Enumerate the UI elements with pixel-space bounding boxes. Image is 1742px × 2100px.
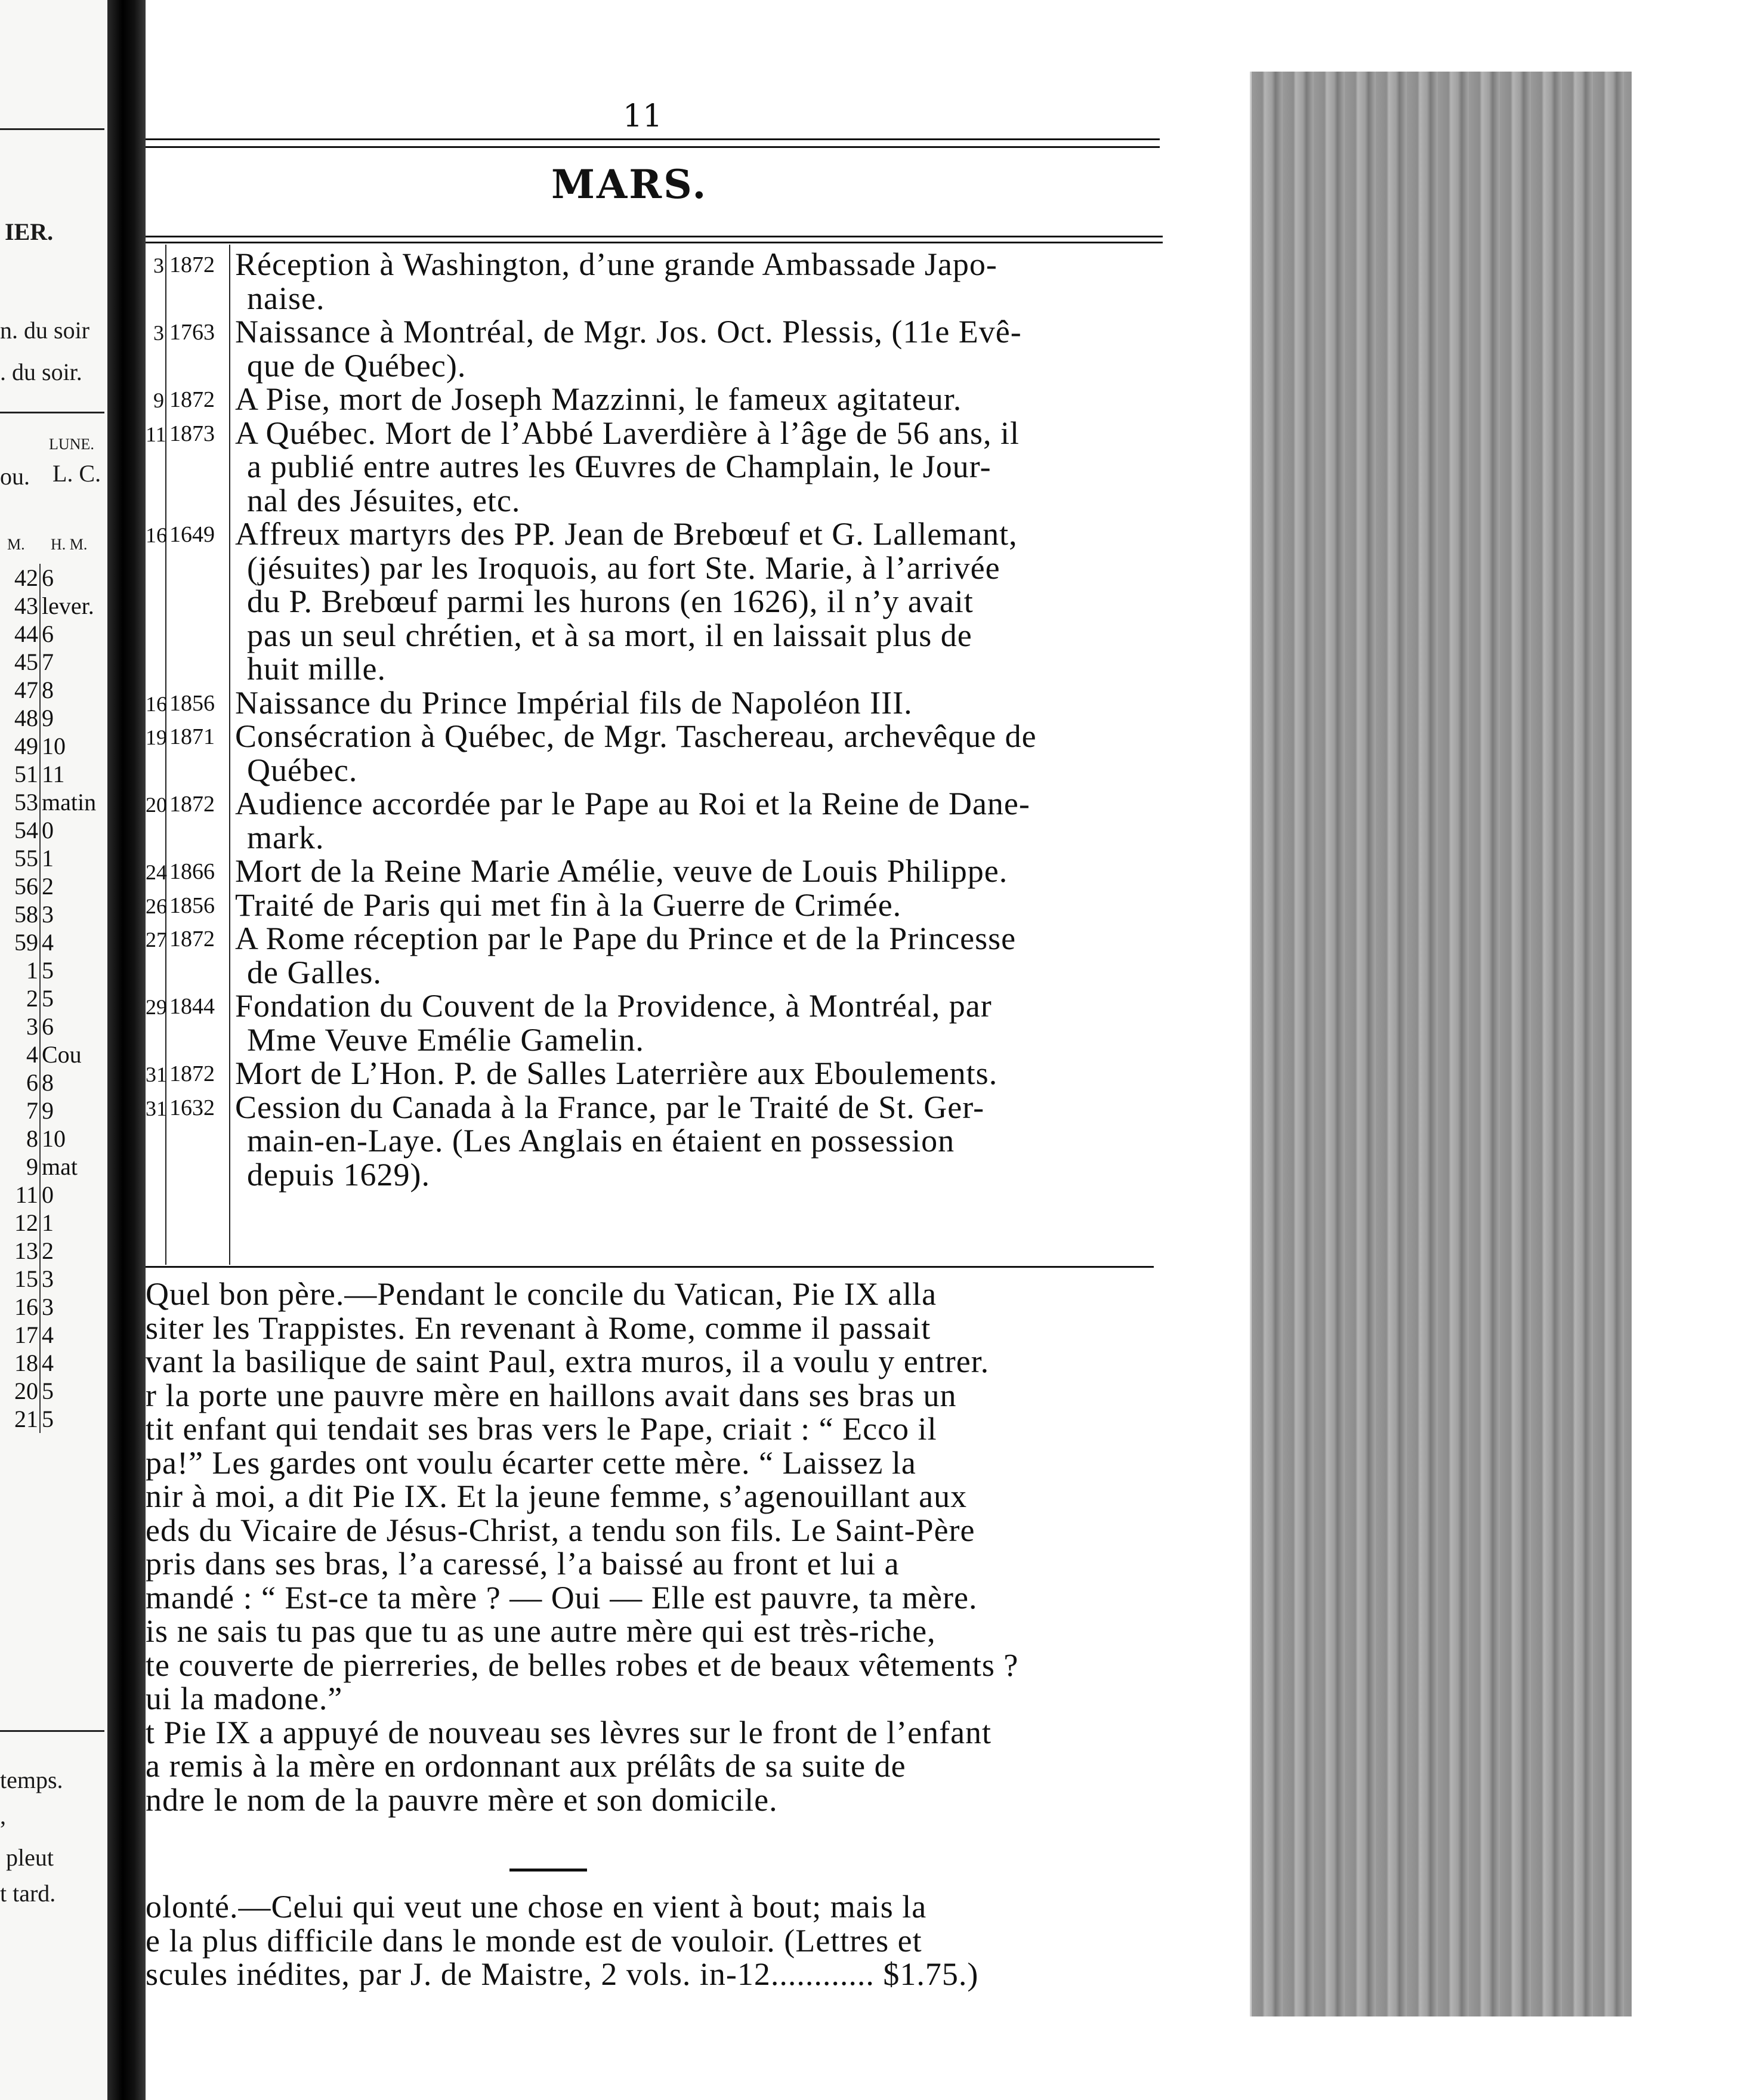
entry-text-line: (jésuites) par les Iroquois, au fort Ste. Marie, à l’arrivée (247, 549, 1000, 586)
story-text-line: r la porte une pauvre mère en haillons avait dans ses bras un (146, 1377, 957, 1413)
left-page-rule (0, 412, 104, 413)
left-table-moon: 6 (42, 564, 54, 591)
entry-text-line: Cession du Canada à la France, par le Traité de St. Ger- (235, 1089, 985, 1125)
left-page-col-header: L. C. (52, 460, 101, 487)
quote-text-line: scules inédites, par J. de Maistre, 2 vols. in-12............ $1.75.) (146, 1956, 979, 1992)
left-table-moon: 10 (42, 733, 66, 759)
story-text-line: eds du Vicaire de Jésus-Christ, a tendu son fils. Le Saint-Père (146, 1512, 975, 1548)
entry-day: 27 (146, 928, 167, 952)
left-table-moon: matin (42, 789, 97, 816)
left-table-row (0, 1012, 103, 1040)
left-table-minute: 9 (0, 1153, 40, 1181)
left-table-row (0, 1349, 103, 1377)
left-table-row (0, 648, 103, 676)
left-table-moon: 4 (42, 1349, 54, 1376)
left-table-moon: mat (42, 1153, 78, 1180)
left-table-minute: 3 (0, 1012, 40, 1040)
entry-text-line: Traité de Paris qui met fin à la Guerre de Crimée. (235, 887, 902, 923)
entry-day: 31 (146, 1096, 167, 1120)
entry-year: 1872 (169, 252, 215, 277)
left-table-moon: 5 (42, 1378, 54, 1404)
left-table-row (0, 816, 103, 844)
entry-year: 1872 (169, 1061, 215, 1086)
left-page-line: , (0, 1802, 6, 1829)
left-table-minute: 1 (0, 956, 40, 984)
quote-text-line: e la plus difficile dans le monde est de vouloir. (Lettres et (146, 1922, 922, 1959)
left-table-row (0, 1265, 103, 1293)
entry-day: 3 (153, 254, 164, 277)
left-table-minute: 15 (0, 1265, 40, 1293)
entry-text-line: mark. (247, 819, 325, 856)
story-text-line: nir à moi, a dit Pie IX. Et la jeune femme, s’agenouillant aux (146, 1478, 968, 1514)
left-table-minute: 16 (0, 1293, 40, 1321)
entry-year: 1872 (169, 927, 215, 952)
left-page-rule (0, 128, 104, 130)
left-table-minute: 45 (0, 648, 40, 676)
entry-text-line: naise. (247, 280, 325, 316)
entry-year: 1866 (169, 859, 215, 884)
entry-text-line: depuis 1629). (247, 1156, 430, 1193)
events-list (146, 0, 1250, 1271)
story-text-line: Quel bon père.—Pendant le concile du Vatican, Pie IX alla (146, 1276, 937, 1312)
entry-day: 24 (146, 860, 167, 884)
left-table-row (0, 732, 103, 760)
entry-text-line: Consécration à Québec, de Mgr. Taschereau, archevêque de (235, 718, 1037, 754)
entry-year: 1856 (169, 892, 215, 918)
left-table-row (0, 1209, 103, 1237)
story-separator (509, 1869, 587, 1872)
left-table-row (0, 1097, 103, 1125)
left-table-row (0, 704, 103, 732)
left-table-minute: 51 (0, 760, 40, 788)
left-table-minute: 47 (0, 676, 40, 704)
entry-year: 1871 (169, 724, 215, 749)
entry-text-line: du P. Brebœuf parmi les hurons (en 1626), il n’y avait (247, 583, 974, 619)
story-text-line: te couverte de pierreries, de belles robes et de beaux vêtements ? (146, 1647, 1019, 1683)
left-table-row (0, 1377, 103, 1405)
left-table-minute: 7 (0, 1097, 40, 1125)
left-table-moon: 11 (42, 761, 65, 788)
left-table-moon: 1 (42, 845, 54, 872)
left-table-moon: 6 (42, 620, 54, 647)
left-page-unit: H. M. (51, 536, 88, 553)
left-table-minute: 2 (0, 984, 40, 1012)
entry-text-line: Mme Veuve Emélie Gamelin. (247, 1021, 644, 1058)
entry-text-line: A Rome réception par le Pape du Prince et de la Princesse (235, 921, 1017, 956)
page-stack-edge (1250, 72, 1633, 2016)
left-table-row (0, 1181, 103, 1209)
left-table-minute: 48 (0, 704, 40, 732)
entry-day: 26 (146, 894, 167, 918)
left-table-moon: 3 (42, 1265, 54, 1292)
left-table-minute: 58 (0, 900, 40, 928)
left-table-minute: 49 (0, 732, 40, 760)
left-table-moon: 3 (42, 901, 54, 928)
left-page-unit: M. (7, 536, 25, 553)
entry-day: 29 (146, 995, 167, 1019)
story-text-line: tit enfant qui tendait ses bras vers le Pape, criait : “ Ecco il (146, 1411, 937, 1447)
left-table-moon: 4 (42, 1321, 54, 1348)
entries-bottom-rule (146, 1266, 1154, 1268)
left-table-moon: 3 (42, 1293, 54, 1320)
entry-year: 1872 (169, 387, 215, 412)
story-text-line: ui la madone.” (146, 1681, 343, 1716)
story-text-line: pris dans ses bras, l’a caressé, l’a baissé au front et lui a (146, 1546, 900, 1582)
left-table-moon: 10 (42, 1125, 66, 1152)
entry-day: 16 (146, 523, 167, 547)
left-page-line: pleut (6, 1844, 54, 1871)
left-table-minute: 20 (0, 1377, 40, 1405)
story-text-line: t Pie IX a appuyé de nouveau ses lèvres sur le front de l’enfant (146, 1714, 992, 1750)
left-table-row (0, 592, 103, 620)
left-table-minute: 59 (0, 928, 40, 956)
entry-year: 1873 (169, 421, 215, 446)
left-page-line: . du soir. (0, 359, 82, 385)
entry-text-line: Mort de la Reine Marie Amélie, veuve de Louis Philippe. (235, 853, 1008, 889)
left-table-minute: 42 (0, 564, 40, 592)
left-table-row (0, 1293, 103, 1321)
left-table-moon: 8 (42, 1069, 54, 1096)
left-table-moon: 5 (42, 957, 54, 984)
left-table-row (0, 676, 103, 704)
left-table-minute: 17 (0, 1321, 40, 1349)
left-table-row (0, 1321, 103, 1349)
left-table-moon: 8 (42, 677, 54, 703)
month-title: MARS. (551, 161, 708, 208)
left-table-row (0, 760, 103, 788)
left-table-minute: 53 (0, 788, 40, 816)
entry-text-line: que de Québec). (247, 347, 467, 384)
entry-text-line: Naissance du Prince Impérial fils de Napoléon III. (235, 684, 913, 721)
left-table-row (0, 564, 103, 592)
left-table-row (0, 1405, 103, 1433)
left-table-row (0, 620, 103, 648)
left-page-line: t tard. (0, 1880, 56, 1907)
entry-text-line: Mort de L’Hon. P. de Salles Laterrière aux Eboulements. (235, 1055, 998, 1091)
left-table-row (0, 872, 103, 900)
left-table-row (0, 1125, 103, 1153)
left-page-line: temps. (0, 1767, 63, 1793)
left-table-row (0, 1040, 103, 1068)
left-table-moon: 9 (42, 1097, 54, 1124)
left-table-minute: 4 (0, 1040, 40, 1068)
left-table-row (0, 1153, 103, 1181)
story-text-line: mandé : “ Est-ce ta mère ? — Oui — Elle est pauvre, ta mère. (146, 1579, 978, 1616)
left-table-moon: lever. (42, 592, 94, 619)
entry-day: 16 (146, 691, 167, 716)
almanac-page (146, 0, 1250, 2100)
left-table-minute: 43 (0, 592, 40, 620)
left-table-moon: 4 (42, 929, 54, 956)
left-page-line: n. du soir (0, 317, 89, 344)
left-table-moon: 2 (42, 1237, 54, 1264)
left-table-row (0, 788, 103, 816)
left-page-moon-table (0, 564, 103, 1433)
entry-text-line: Affreux martyrs des PP. Jean de Brebœuf et G. Lallemant, (235, 516, 1018, 552)
left-page-col-header: LUNE. (49, 436, 94, 453)
left-page-rule (0, 1730, 104, 1732)
left-table-moon: 9 (42, 705, 54, 731)
left-table-row (0, 928, 103, 956)
entry-text-line: nal des Jésuites, etc. (247, 482, 521, 518)
left-table-row (0, 900, 103, 928)
left-table-minute: 18 (0, 1349, 40, 1377)
entry-text-line: Naissance à Montréal, de Mgr. Jos. Oct. Plessis, (11e Evê- (235, 314, 1022, 350)
left-table-row (0, 844, 103, 872)
entry-text-line: main-en-Laye. (Les Anglais en étaient en possession (247, 1123, 955, 1159)
entry-year: 1856 (169, 690, 215, 716)
entry-year: 1844 (169, 994, 215, 1019)
left-table-row (0, 984, 103, 1012)
year-column-rule (229, 245, 230, 1265)
left-table-minute: 13 (0, 1237, 40, 1265)
entry-text-line: de Galles. (247, 954, 382, 990)
left-table-minute: 12 (0, 1209, 40, 1237)
quote-text-line: olonté.—Celui qui veut une chose en vient à bout; mais la (146, 1889, 927, 1925)
entry-year: 1632 (169, 1095, 215, 1120)
entry-text-line: A Pise, mort de Joseph Mazzinni, le fameux agitateur. (235, 381, 962, 417)
left-table-moon: 5 (42, 1406, 54, 1432)
entry-text-line: Québec. (247, 752, 358, 788)
entry-year: 1763 (169, 320, 215, 345)
story-text-line: ndre le nom de la pauvre mère et son domicile. (146, 1781, 778, 1818)
left-table-moon: 7 (42, 648, 54, 675)
story-text-line: pa!” Les gardes ont voulu écarter cette mère. “ Laissez la (146, 1444, 916, 1481)
entry-text-line: A Québec. Mort de l’Abbé Laverdière à l’âge de 56 ans, il (235, 415, 1020, 451)
entry-day: 9 (153, 388, 164, 412)
entry-day: 31 (146, 1063, 167, 1086)
left-table-minute: 11 (0, 1181, 40, 1209)
left-table-minute: 21 (0, 1405, 40, 1433)
left-table-moon: 1 (42, 1209, 54, 1236)
left-table-moon: 2 (42, 873, 54, 900)
entry-year: 1649 (169, 522, 215, 547)
left-table-minute: 55 (0, 844, 40, 872)
left-table-row (0, 1237, 103, 1265)
entry-text-line: Fondation du Couvent de la Providence, à Montréal, par (235, 988, 992, 1024)
left-table-moon: 0 (42, 817, 54, 844)
entry-day: 20 (146, 793, 167, 817)
entry-text-line: Réception à Washington, d’une grande Ambassade Japo- (235, 246, 997, 282)
entry-day: 19 (146, 725, 167, 749)
entry-text-line: Audience accordée par le Pape au Roi et la Reine de Dane- (235, 786, 1030, 822)
left-table-minute: 6 (0, 1068, 40, 1097)
left-table-minute: 54 (0, 816, 40, 844)
entry-day: 3 (153, 321, 164, 345)
entry-text-line: pas un seul chrétien, et à sa mort, il en laissait plus de (247, 617, 972, 653)
page-number: 11 (623, 98, 663, 134)
book-gutter (107, 0, 146, 2100)
left-facing-page (0, 0, 107, 2100)
story-text-line: a remis à la mère en ordonnant aux prélâts de sa suite de (146, 1748, 906, 1784)
left-page-header-fragment: IER. (5, 218, 54, 245)
left-table-moon: Cou (42, 1041, 82, 1068)
background-margin (1632, 36, 1742, 2076)
story-text-line: vant la basilique de saint Paul, extra muros, il a voulu y entrer. (146, 1344, 990, 1379)
story-text-line: is ne sais tu pas que tu as une autre mère qui est très-riche, (146, 1613, 936, 1649)
entry-text-line: huit mille. (247, 651, 386, 687)
entry-day: 11 (146, 422, 166, 446)
left-table-moon: 0 (42, 1181, 54, 1208)
entry-year: 1872 (169, 792, 215, 817)
left-table-moon: 6 (42, 1013, 54, 1040)
left-table-minute: 8 (0, 1125, 40, 1153)
left-table-row (0, 956, 103, 984)
story-text-line: siter les Trappistes. En revenant à Rome, comme il passait (146, 1310, 931, 1346)
left-table-minute: 44 (0, 620, 40, 648)
left-table-moon: 5 (42, 985, 54, 1012)
entry-text-line: a publié entre autres les Œuvres de Champlain, le Jour- (247, 449, 992, 484)
left-table-row (0, 1068, 103, 1097)
left-page-col-header: ou. (0, 463, 30, 490)
left-table-minute: 56 (0, 872, 40, 900)
